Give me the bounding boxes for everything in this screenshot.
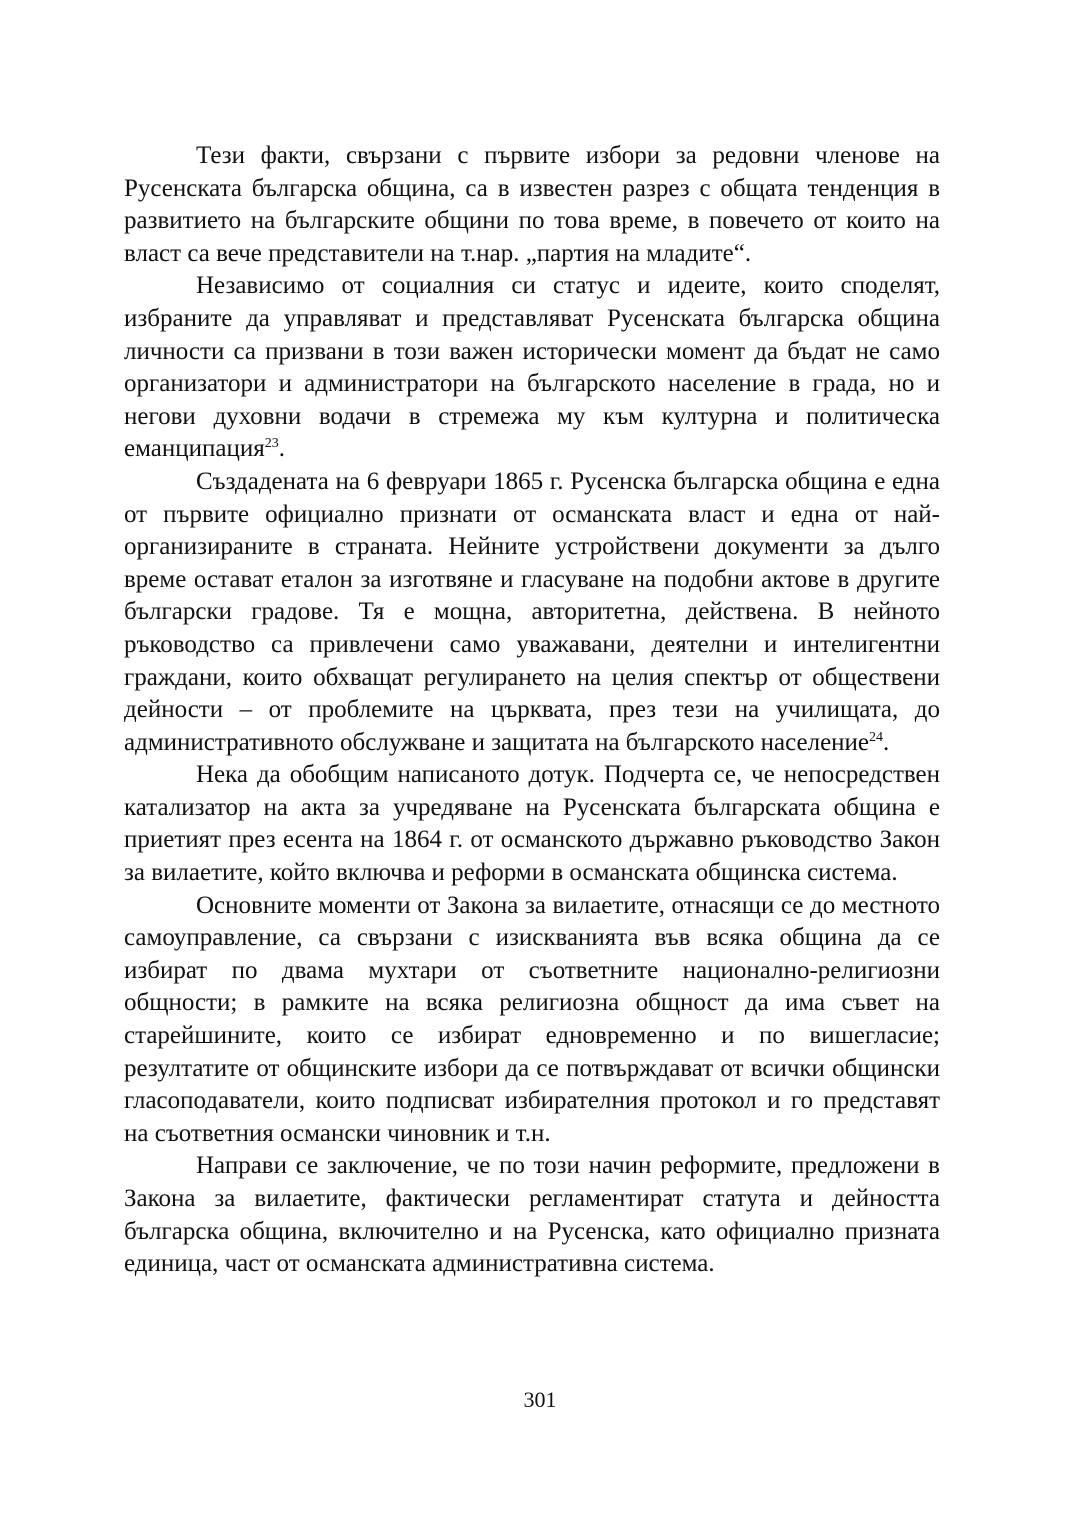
body-text [124, 140, 940, 1281]
paragraph-3: Създадената на 6 февруари 1865 г. Русенска българска община е една от първите официално признати от османската власт и една от най-организираните в страната. Нейните устройствени документи за дълго време остават еталон за изготвяне и гласуване на подобни актове в другите български градове. Тя е мощна, авторитетна, действена. В нейното ръководство са привлечени само уважавани, деятелни и интелигентни граждани, които обхващат регулирането на целия спектър от обществени дейности – от проблемите на църквата, през тези на училищата, до административното обслужване и защитата на българското население$^{24}$. [124, 467, 940, 756]
footnote-ref-23: 23 [264, 436, 279, 452]
page-number: 301 [523, 1387, 557, 1412]
paragraph-5: Основните моменти от Закона за вилаетите, отнасящи се до местното самоуправление, са свързани с изискванията във всяка община да се избират по двама мухтари от съответните национално-религиозни общности; в рамките на всяка религиозна общност да има съвет на старейшините, които се избират едновременно и по вишегласие; резултатите от общинските избори да се потвърждават от всички общински гласоподаватели, които подписват избирателния протокол и го представят на съответния османски чиновник и т.н. [124, 891, 940, 1147]
footnote-ref-24: 24 [869, 729, 884, 745]
paragraph-6: Направи се заключение, че по този начин реформите, предложени в Закона за вилаетите, фактически регламентират статута и дейността българска община, включително и на Русенска, като официално призната единица, част от османската административна система. [124, 1152, 940, 1278]
paragraph-4: Нека да обобщим написаното дотук. Подчерта се, че непосредствен катализатор на акта за учредяване на Русенската българската община е приетият през есента на 1864 г. от османското държавно ръководство Закон за вилаетите, който включва и реформи в османската общинска система. [124, 761, 940, 887]
paragraph-2: Независимо от социалния си статус и идеите, които споделят, избраните да управляват и представляват Русенската българска община личности са призвани в този важен исторически момент да бъдат не само организатори и администратори на българското население в града, но и негови духовни водачи в стремежа му към културна и политическа еманципация$^{23}$. [124, 272, 940, 463]
paragraph-1: Тези факти, свързани с първите избори за редовни членове на Русенската българска община, са в известен разрез с общата тенденция в развитието на българските общини по това време, в повечето от които на власт са вече представители на т.нар. „партия на младите“. [124, 142, 940, 267]
